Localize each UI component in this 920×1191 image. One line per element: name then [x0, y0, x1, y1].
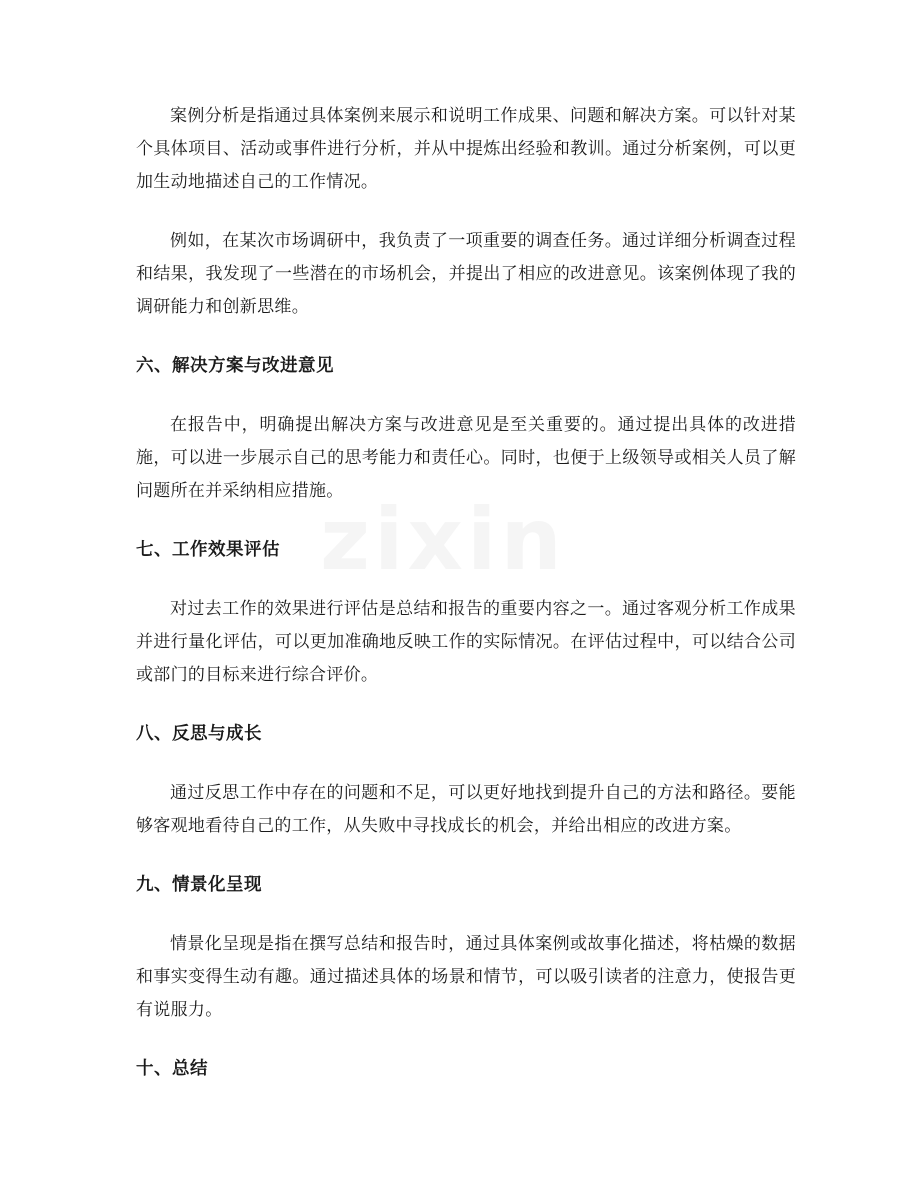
- paragraph-scenario-presentation: 情景化呈现是指在撰写总结和报告时，通过具体案例或故事化描述，将枯燥的数据和事实变得生动有趣。通过描述具体的场景和情节，可以吸引读者的注意力，使报告更有说服力。: [136, 934, 796, 1020]
- watermark: zixin: [320, 490, 566, 590]
- paragraph-reflection-growth: 通过反思工作中存在的问题和不足，可以更好地找到提升自己的方法和路径。要能够客观地看待自己的工作，从失败中寻找成长的机会，并给出相应的改进方案。: [136, 783, 796, 836]
- heading-scenario-presentation: 九、情景化呈现: [136, 875, 262, 895]
- paragraph-case-example: 例如，在某次市场调研中，我负责了一项重要的调查任务。通过详细分析调查过程和结果，我发现了一些潜在的市场机会，并提出了相应的改进意见。该案例体现了我的调研能力和创新思维。: [136, 231, 796, 317]
- heading-summary: 十、总结: [136, 1059, 208, 1079]
- paragraph-effect-evaluation: 对过去工作的效果进行评估是总结和报告的重要内容之一。通过客观分析工作成果并进行量化评估，可以更加准确地反映工作的实际情况。在评估过程中，可以结合公司或部门的目标来进行综合评价。: [136, 599, 796, 685]
- document-body: [136, 100, 796, 1112]
- paragraph-case-analysis: 案例分析是指通过具体案例来展示和说明工作成果、问题和解决方案。可以针对某个具体项目、活动或事件进行分析，并从中提炼出经验和教训。通过分析案例，可以更加生动地描述自己的工作情况。: [136, 106, 796, 192]
- paragraph-solutions: 在报告中，明确提出解决方案与改进意见是至关重要的。通过提出具体的改进措施，可以进一步展示自己的思考能力和责任心。同时，也便于上级领导或相关人员了解问题所在并采纳相应措施。: [136, 415, 796, 501]
- heading-reflection-growth: 八、反思与成长: [136, 724, 262, 744]
- heading-effect-evaluation: 七、工作效果评估: [136, 540, 280, 560]
- heading-solutions: 六、解决方案与改进意见: [136, 356, 334, 376]
